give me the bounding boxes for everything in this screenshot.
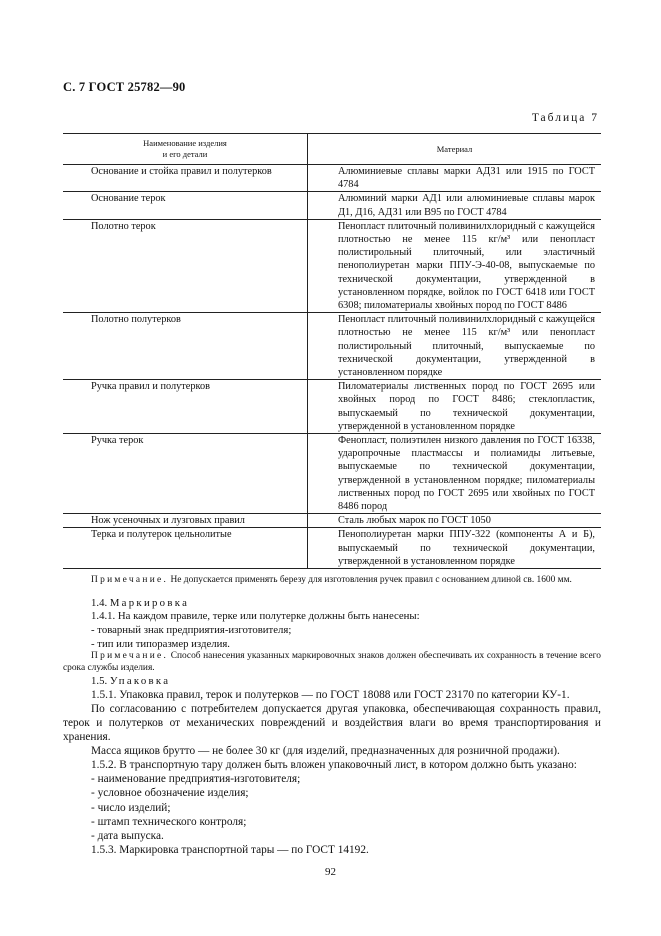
page-number: 92 — [325, 866, 336, 878]
marking-note — [63, 651, 601, 675]
table-header-row — [63, 134, 601, 165]
table-cell-item: Терка и полутерок цельнолитые — [63, 528, 308, 569]
table-cell-item: Полотно терок — [63, 219, 308, 312]
section-heading-marking — [63, 597, 601, 611]
table-cell-material: Сталь любых марок по ГОСТ 1050 — [308, 514, 602, 528]
list-item: - условное обозначение изделия; — [91, 787, 249, 800]
section-heading-packing — [63, 675, 601, 689]
table-cell-material: Алюминиевые сплавы марки АДЗ1 или 1915 по ГОСТ 4784 — [308, 165, 602, 192]
table-cell-material: Пенопласт плиточный поливинилхлоридный с кажущейся плотностью не менее 115 кг/м³ или пенопласт полистирольный плиточный, или эластичный пенополиуретан марки ППУ-Э-40-08, выпускаемые по технической документации, утвержденной в установленном порядке, войлок по ГОСТ 6418 или ГОСТ 6308; пиломатериалы хвойных пород по ГОСТ 8486 — [308, 219, 602, 312]
note-label: Примечание. — [91, 651, 169, 662]
section-title: Маркировка — [109, 596, 190, 609]
column-header-item — [63, 134, 308, 165]
list-item: - штамп технического контроля; — [91, 815, 247, 828]
table-row — [63, 219, 601, 312]
paragraph-1-5-1-mass: Масса ящиков брутто — не более 30 кг (для изделий, предназначенных для розничной продажи). — [91, 745, 560, 758]
table-row — [63, 165, 601, 192]
note-label: Примечание. — [91, 575, 169, 585]
table-row — [63, 313, 601, 380]
paragraph-1-5-3: 1.5.3. Маркировка транспортной тары — по ГОСТ 14192. — [91, 843, 369, 856]
table-cell-material: Пенополиуретан марки ППУ-322 (компоненты А и Б), выпускаемый по технической документации, утвержденной в установленном порядке — [308, 528, 602, 569]
body-text — [63, 575, 601, 857]
table-row — [63, 514, 601, 528]
column-header-material: Материал — [308, 134, 602, 165]
paragraph-1-5-2: 1.5.2. В транспортную тару должен быть вложен упаковочный лист, в котором должно быть указано: — [91, 759, 577, 772]
list-item: - число изделий; — [91, 801, 171, 814]
section-number: 1.5. — [91, 674, 108, 687]
note-text: Не допускается применять березу для изготовления ручек правил с основанием длиной св. 1600 мм. — [170, 575, 572, 585]
table-row — [63, 192, 601, 219]
list-item: - дата выпуска. — [91, 829, 164, 842]
table-row — [63, 434, 601, 514]
table-row — [63, 380, 601, 434]
section-number: 1.4. — [91, 596, 108, 609]
table-cell-item: Ручка правил и полутерков — [63, 380, 308, 434]
paragraph-1-5-1-agreement: По согласованию с потребителем допускается другая упаковка, обеспечивающая сохранность правил, терок и полутерков от механических повреждений и воздействия влаги во время транспортирования и хранения. — [63, 703, 601, 744]
list-item: - товарный знак предприятия-изготовителя; — [91, 623, 292, 636]
materials-table — [63, 133, 601, 569]
table-cell-material: Пиломатериалы лиственных пород по ГОСТ 2695 или хвойных пород по ГОСТ 8486; стеклопластик, выпускаемый по технической документации, утвержденной в установленном порядке — [308, 380, 602, 434]
table-cell-material: Пенопласт плиточный поливинилхлоридный с кажущейся плотностью не менее 115 кг/м³ или пенопласт полистирольный плиточный, выпускаемые по технической документации, утвержденной в установленном порядке — [308, 313, 602, 380]
paragraph-1-5-1: 1.5.1. Упаковка правил, терок и полутерков — по ГОСТ 18088 или ГОСТ 23170 по категории КУ-1. — [91, 689, 570, 702]
page-header: С. 7 ГОСТ 25782—90 — [63, 80, 186, 94]
column-header-item-line1: Наименование изделия — [143, 138, 227, 148]
table-row — [63, 528, 601, 569]
section-title: Упаковка — [109, 674, 171, 687]
note-text: Способ нанесения указанных маркировочных знаков должен обеспечивать их сохранность в течение всего срока службы изделия. — [63, 651, 601, 673]
table-cell-item: Нож усеночных и лузговых правил — [63, 514, 308, 528]
table-cell-material: Алюминий марки АД1 или алюминиевые сплавы марок Д1, Д16, АДЗ1 или В95 по ГОСТ 4784 — [308, 192, 602, 219]
table-note — [63, 575, 601, 587]
table-cell-material: Фенопласт, полиэтилен низкого давления по ГОСТ 16338, ударопрочные пластмассы и полиамиды литьевые, выпускаемые по технической документации, утвержденной в установленном порядке; пиломатериалы лиственных пород по ГОСТ 2695 или хвойных по ГОСТ 8486 пород — [308, 434, 602, 514]
list-item: - наименование предприятия-изготовителя; — [91, 773, 301, 786]
paragraph-1-4-1: 1.4.1. На каждом правиле, терке или полутерке должны быть нанесены: — [91, 610, 420, 623]
table-cell-item: Полотно полутерков — [63, 313, 308, 380]
table-cell-item: Ручка терок — [63, 434, 308, 514]
table-cell-item: Основание терок — [63, 192, 308, 219]
table-caption: Таблица 7 — [531, 112, 599, 124]
table-cell-item: Основание и стойка правил и полутерков — [63, 165, 308, 192]
column-header-item-line2: и его детали — [162, 149, 208, 159]
list-item: - тип или типоразмер изделия. — [91, 637, 230, 650]
